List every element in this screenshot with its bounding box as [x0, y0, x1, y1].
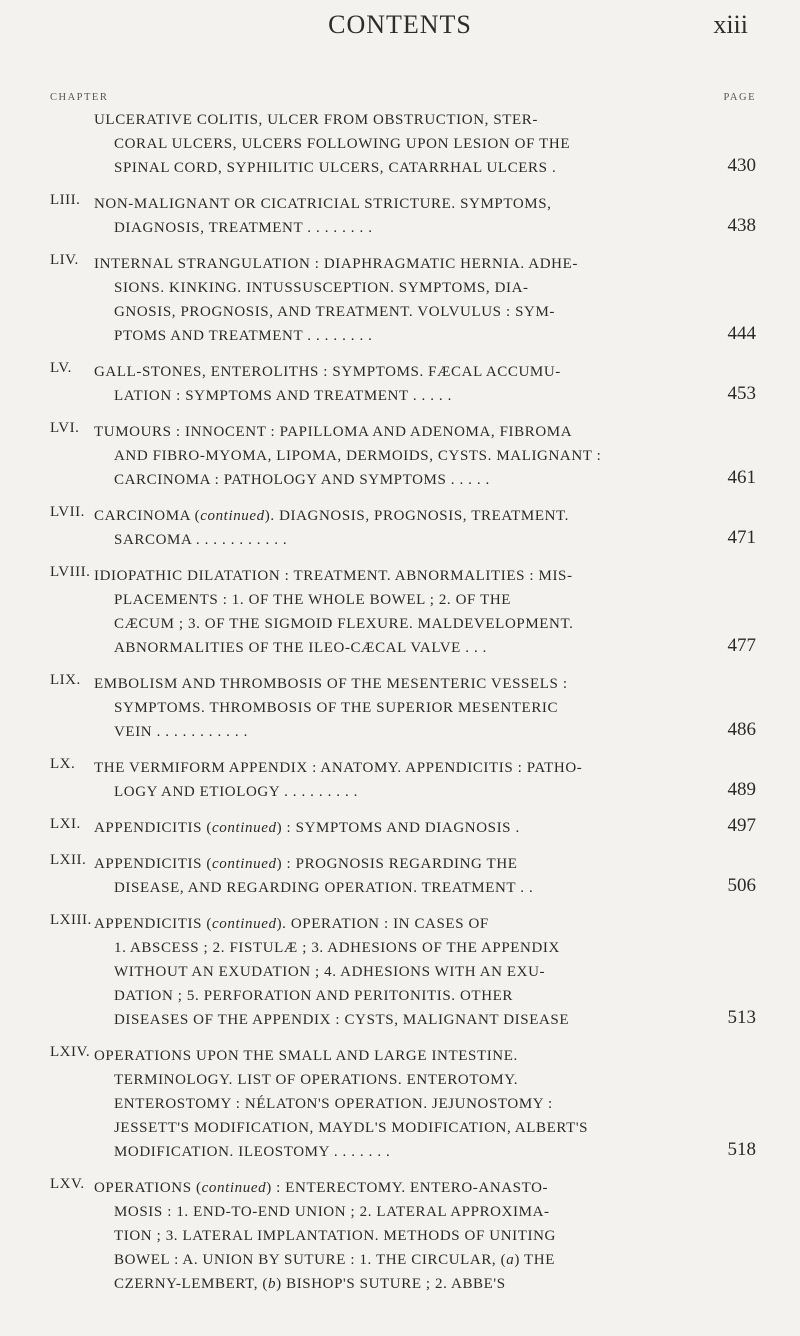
- entry-title: [94, 192, 714, 240]
- contents-entry: [0, 504, 800, 552]
- entry-page-number: 506: [727, 875, 756, 896]
- entry-page-number: 518: [727, 1139, 756, 1160]
- contents-entry: [0, 108, 800, 180]
- entry-line: ABNORMALITIES OF THE ILEO-CÆCAL VALVE . . .: [114, 640, 488, 656]
- chapter-number: LXIII.: [50, 912, 92, 928]
- chapter-number: LIII.: [50, 192, 81, 208]
- entry-page-number: 444: [727, 323, 756, 344]
- contents-entry: [0, 564, 800, 660]
- entry-line: SPINAL CORD, SYPHILITIC ULCERS, CATARRHAL ULCERS .: [114, 160, 557, 176]
- page-column-label: PAGE: [723, 92, 756, 103]
- contents-entry: [0, 756, 800, 804]
- entry-title: [94, 564, 714, 660]
- entry-line: INTERNAL STRANGULATION : DIAPHRAGMATIC HERNIA. ADHE-: [94, 256, 578, 272]
- entry-line: GALL-STONES, ENTEROLITHS : SYMPTOMS. FÆCAL ACCUMU-: [94, 364, 561, 380]
- entry-title: [94, 1176, 714, 1296]
- chapter-number: LIV.: [50, 252, 79, 268]
- entry-page-number: 513: [727, 1007, 756, 1028]
- entry-line: BOWEL : A. UNION BY SUTURE : 1. THE CIRCULAR, (a) THE: [114, 1252, 556, 1268]
- contents-entry: [0, 420, 800, 492]
- entry-line: SARCOMA . . . . . . . . . . .: [114, 532, 288, 548]
- entry-line: TUMOURS : INNOCENT : PAPILLOMA AND ADENOMA, FIBROMA: [94, 424, 573, 440]
- chapter-number: LVIII.: [50, 564, 91, 580]
- entry-line: DISEASES OF THE APPENDIX : CYSTS, MALIGNANT DISEASE: [114, 1012, 570, 1028]
- entry-page-number: 453: [727, 383, 756, 404]
- entry-line: TERMINOLOGY. LIST OF OPERATIONS. ENTEROTOMY.: [114, 1072, 519, 1088]
- entry-line: APPENDICITIS (continued) : PROGNOSIS REGARDING THE: [94, 856, 518, 872]
- chapter-number: LX.: [50, 756, 76, 772]
- entry-line: CARCINOMA (continued). DIAGNOSIS, PROGNOSIS, TREATMENT.: [94, 508, 570, 524]
- entry-title: [94, 504, 714, 552]
- entry-line: CARCINOMA : PATHOLOGY AND SYMPTOMS . . . . .: [114, 472, 490, 488]
- entry-title: [94, 912, 714, 1032]
- entry-line: DISEASE, AND REGARDING OPERATION. TREATMENT . .: [114, 880, 534, 896]
- entry-line: SYMPTOMS. THROMBOSIS OF THE SUPERIOR MESENTERIC: [114, 700, 559, 716]
- entry-line: DIAGNOSIS, TREATMENT . . . . . . . .: [114, 220, 373, 236]
- contents-entry: [0, 1176, 800, 1296]
- entry-page-number: 461: [727, 467, 756, 488]
- entry-line: SIONS. KINKING. INTUSSUSCEPTION. SYMPTOMS, DIA-: [114, 280, 529, 296]
- chapter-number: LV.: [50, 360, 72, 376]
- entry-line: CORAL ULCERS, ULCERS FOLLOWING UPON LESION OF THE: [114, 136, 571, 152]
- entry-title: [94, 816, 714, 840]
- entry-line: PLACEMENTS : 1. OF THE WHOLE BOWEL ; 2. OF THE: [114, 592, 512, 608]
- entry-line: APPENDICITIS (continued). OPERATION : IN CASES OF: [94, 916, 489, 932]
- entry-title: [94, 420, 714, 492]
- entry-line: LOGY AND ETIOLOGY . . . . . . . . .: [114, 784, 359, 800]
- chapter-column-label: CHAPTER: [50, 92, 109, 103]
- entry-line: GNOSIS, PROGNOSIS, AND TREATMENT. VOLVULUS : SYM-: [114, 304, 555, 320]
- entry-line: MODIFICATION. ILEOSTOMY . . . . . . .: [114, 1144, 391, 1160]
- entry-line: WITHOUT AN EXUDATION ; 4. ADHESIONS WITH AN EXU-: [114, 964, 546, 980]
- chapter-number: LVI.: [50, 420, 80, 436]
- chapter-number: LIX.: [50, 672, 81, 688]
- entry-title: [94, 252, 714, 348]
- contents-entry: [0, 192, 800, 240]
- entry-line: TION ; 3. LATERAL IMPLANTATION. METHODS OF UNITING: [114, 1228, 556, 1244]
- contents-entry: [0, 852, 800, 900]
- chapter-number: LXIV.: [50, 1044, 91, 1060]
- entry-line: THE VERMIFORM APPENDIX : ANATOMY. APPENDICITIS : PATHO-: [94, 760, 583, 776]
- chapter-number: LXV.: [50, 1176, 85, 1192]
- entry-line: CZERNY-LEMBERT, (b) BISHOP'S SUTURE ; 2. ABBE'S: [114, 1276, 506, 1292]
- entry-line: OPERATIONS (continued) : ENTERECTOMY. ENTERO-ANASTO-: [94, 1180, 549, 1196]
- entry-title: [94, 108, 714, 180]
- entry-line: VEIN . . . . . . . . . . .: [114, 724, 248, 740]
- entry-line: CÆCUM ; 3. OF THE SIGMOID FLEXURE. MALDEVELOPMENT.: [114, 616, 574, 632]
- entry-title: [94, 756, 714, 804]
- entry-title: [94, 672, 714, 744]
- contents-entry: [0, 816, 800, 840]
- entry-line: LATION : SYMPTOMS AND TREATMENT . . . . .: [114, 388, 452, 404]
- contents-entry: [0, 912, 800, 1032]
- entry-line: NON-MALIGNANT OR CICATRICIAL STRICTURE. SYMPTOMS,: [94, 196, 552, 212]
- running-title: CONTENTS: [328, 10, 472, 39]
- entry-line: APPENDICITIS (continued) : SYMPTOMS AND DIAGNOSIS .: [94, 820, 520, 836]
- entry-title: [94, 360, 714, 408]
- contents-entry: [0, 672, 800, 744]
- entry-line: MOSIS : 1. END-TO-END UNION ; 2. LATERAL APPROXIMA-: [114, 1204, 550, 1220]
- entry-page-number: 438: [727, 215, 756, 236]
- chapter-number: LXII.: [50, 852, 87, 868]
- contents-entry: [0, 252, 800, 348]
- chapter-number: LXI.: [50, 816, 81, 832]
- entry-line: ENTEROSTOMY : NÉLATON'S OPERATION. JEJUNOSTOMY :: [114, 1096, 553, 1112]
- entry-page-number: 497: [727, 815, 756, 836]
- entry-line: DATION ; 5. PERFORATION AND PERITONITIS. OTHER: [114, 988, 513, 1004]
- entry-line: AND FIBRO-MYOMA, LIPOMA, DERMOIDS, CYSTS. MALIGNANT :: [114, 448, 602, 464]
- entry-page-number: 477: [727, 635, 756, 656]
- page-number: xiii: [713, 10, 748, 39]
- entry-title: [94, 1044, 714, 1164]
- entry-line: EMBOLISM AND THROMBOSIS OF THE MESENTERIC VESSELS :: [94, 676, 568, 692]
- contents-entry: [0, 1044, 800, 1164]
- contents-entry: [0, 360, 800, 408]
- page-header: [0, 6, 800, 46]
- entry-page-number: 471: [727, 527, 756, 548]
- entry-line: PTOMS AND TREATMENT . . . . . . . .: [114, 328, 373, 344]
- entry-line: IDIOPATHIC DILATATION : TREATMENT. ABNORMALITIES : MIS-: [94, 568, 573, 584]
- contents-list: [0, 108, 800, 1308]
- entry-page-number: 486: [727, 719, 756, 740]
- entry-line: JESSETT'S MODIFICATION, MAYDL'S MODIFICATION, ALBERT'S: [114, 1120, 589, 1136]
- entry-line: OPERATIONS UPON THE SMALL AND LARGE INTESTINE.: [94, 1048, 518, 1064]
- entry-title: [94, 852, 714, 900]
- entry-line: ULCERATIVE COLITIS, ULCER FROM OBSTRUCTION, STER-: [94, 112, 538, 128]
- entry-page-number: 489: [727, 779, 756, 800]
- entry-page-number: 430: [727, 155, 756, 176]
- chapter-number: LVII.: [50, 504, 85, 520]
- entry-line: 1. ABSCESS ; 2. FISTULÆ ; 3. ADHESIONS OF THE APPENDIX: [114, 940, 560, 956]
